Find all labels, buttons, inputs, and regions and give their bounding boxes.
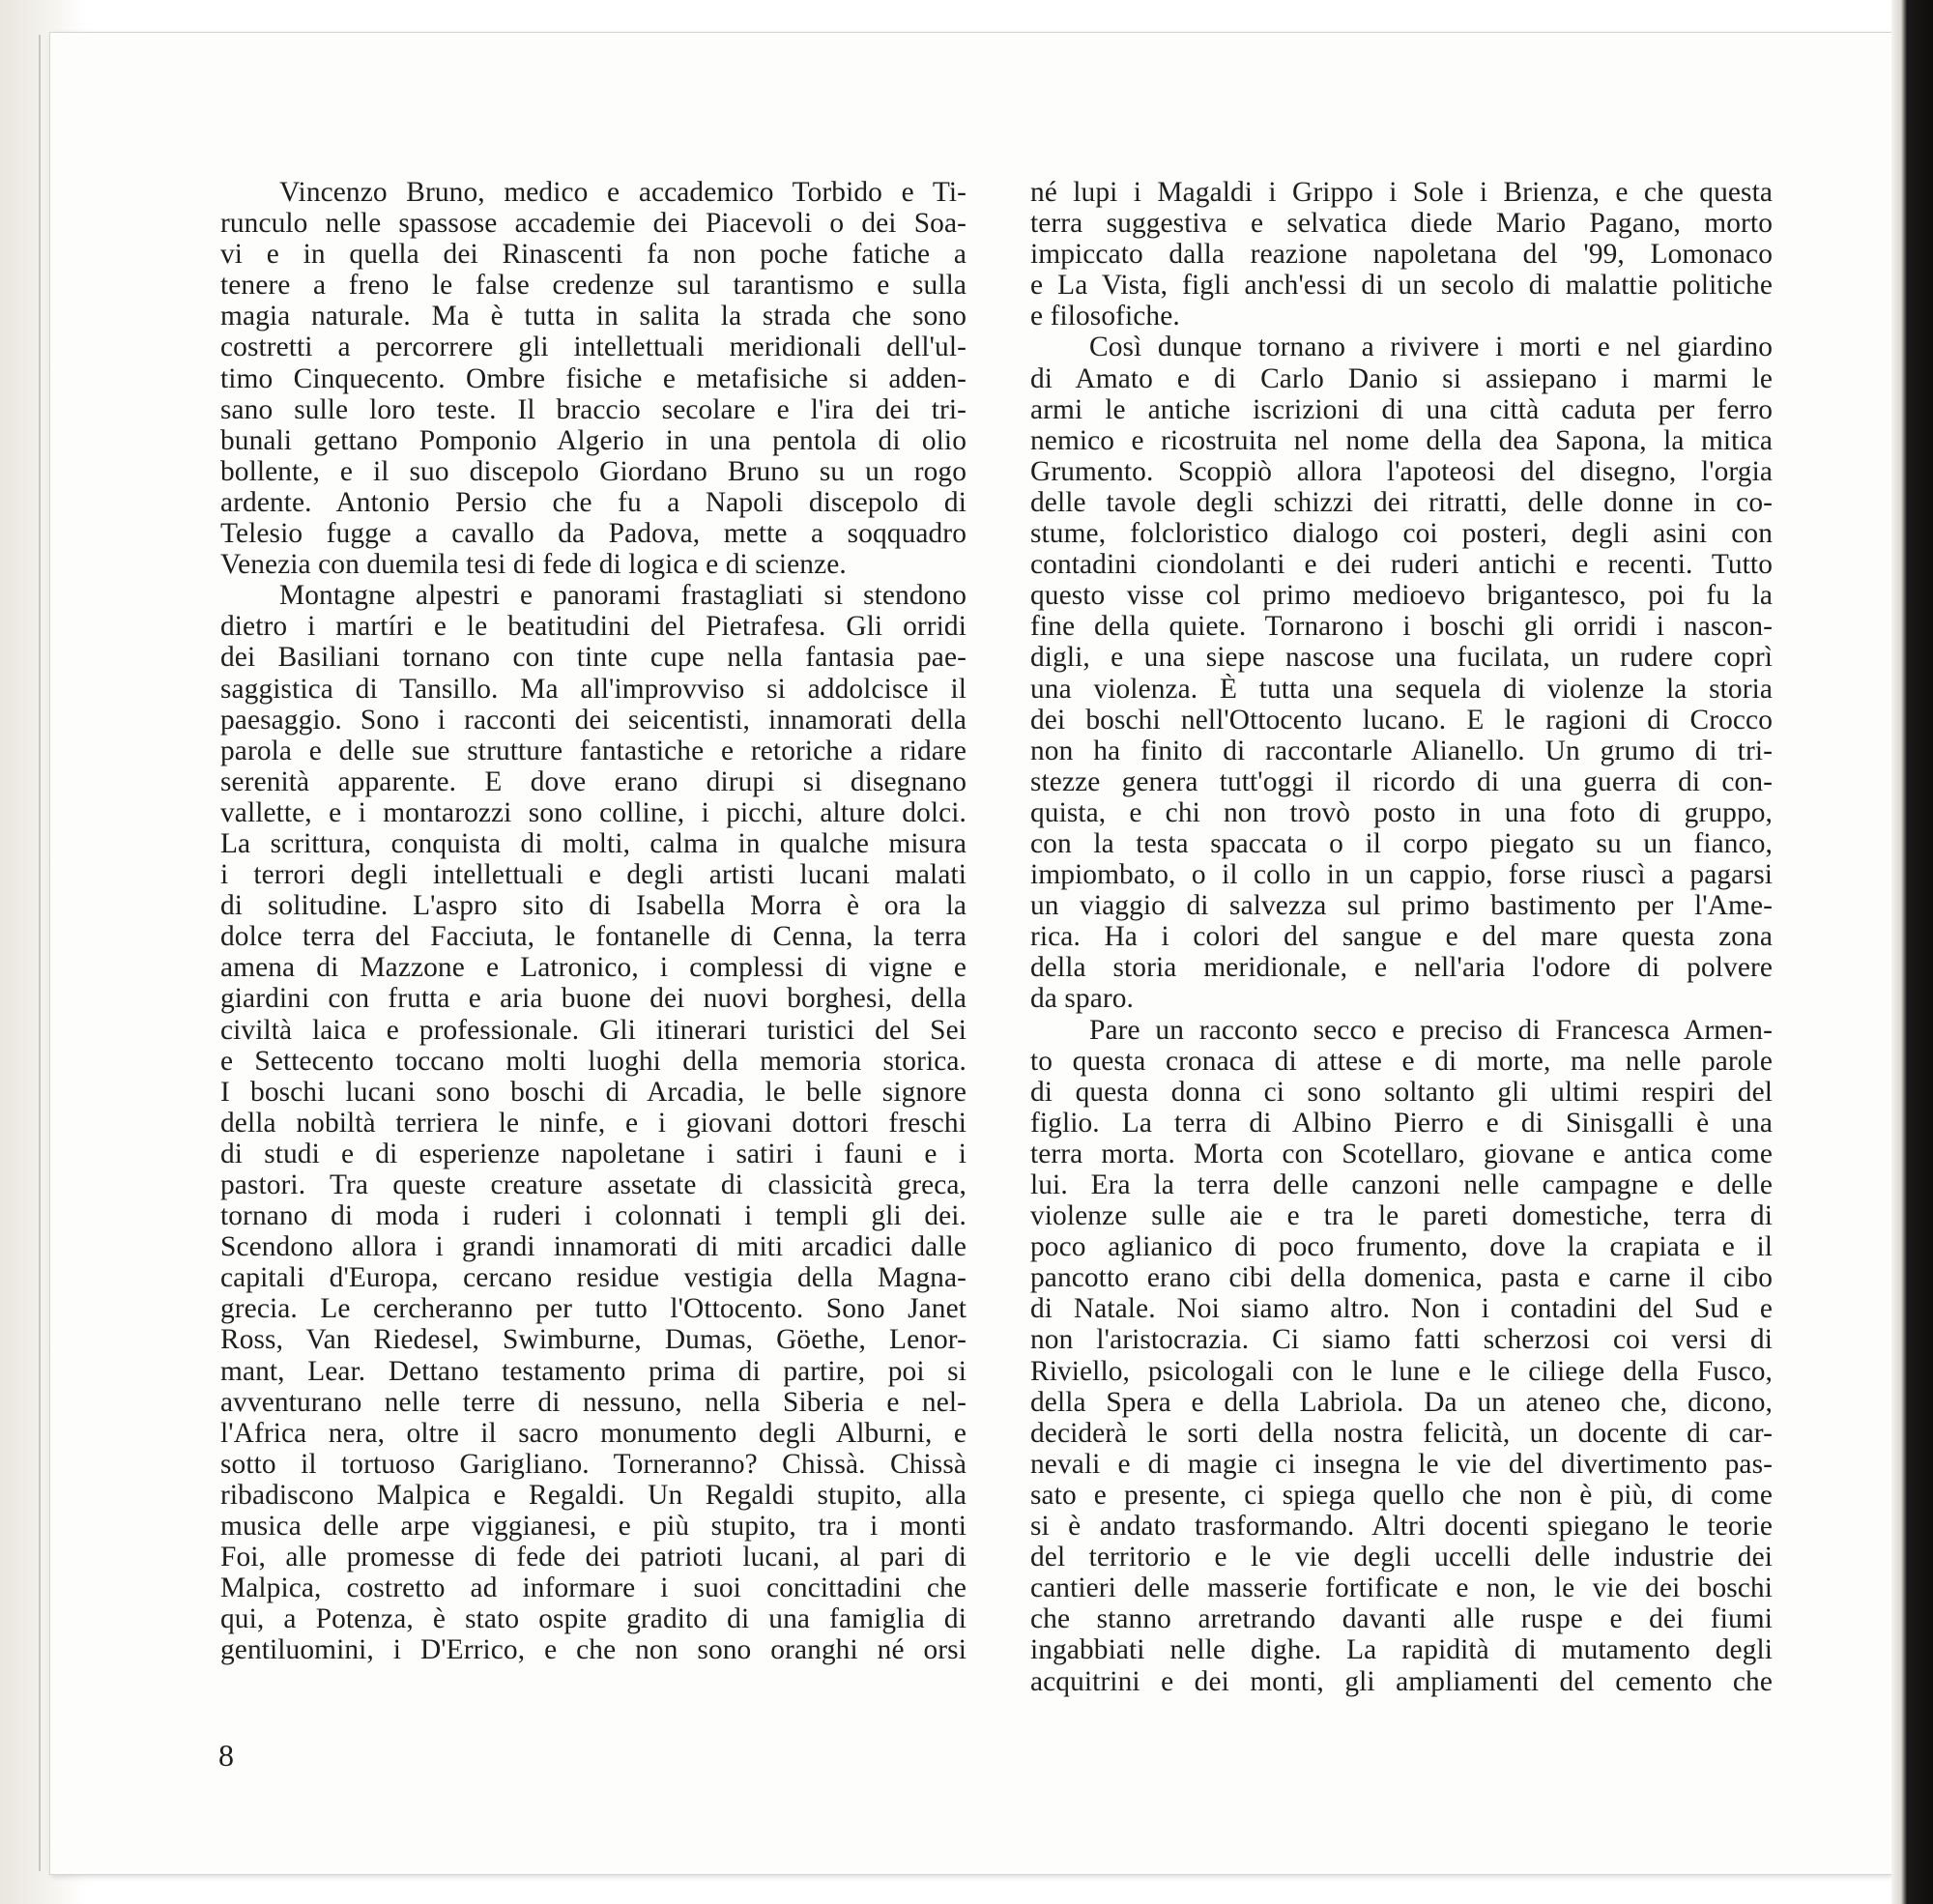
text-line: rica. Ha i colori del sangue e del mare questa zona: [1030, 921, 1773, 953]
text-line: magia naturale. Ma è tutta in salita la strada che sono: [220, 301, 966, 332]
text-line: l'Africa nera, oltre il sacro monumento degli Alburni, e: [220, 1417, 966, 1449]
text-line: dietro i martíri e le beatitudini del Pietrafesa. Gli orridi: [220, 611, 966, 643]
text-line: Scendono allora i grandi innamorati di miti arcadici dalle: [220, 1231, 966, 1263]
text-line: Malpica, costretto ad informare i suoi concittadini che: [220, 1572, 966, 1604]
text-line: giardini con frutta e aria buone dei nuovi borghesi, della: [220, 983, 966, 1015]
text-line: cantieri delle masserie fortificate e non, le vie dei boschi: [1030, 1572, 1773, 1604]
text-line: da sparo.: [1030, 983, 1134, 1015]
page-number: 8: [218, 1738, 234, 1773]
text-line: della Spera e della Labriola. Da un ateneo che, dicono,: [1030, 1386, 1773, 1418]
text-line: un viaggio di salvezza sul primo bastimento per l'Ame-: [1030, 890, 1773, 922]
text-line: civiltà laica e professionale. Gli itinerari turistici del Sei: [220, 1014, 966, 1046]
text-line: ingabbiati nelle dighe. La rapidità di mutamento degli: [1030, 1634, 1773, 1666]
text-line: La scrittura, conquista di molti, calma in qualche misura: [220, 827, 966, 859]
right-text-column: [1030, 177, 1773, 1697]
text-line: dolce terra del Facciuta, le fontanelle di Cenna, la terra: [220, 921, 966, 953]
text-line: di Natale. Noi siamo altro. Non i contadini del Sud e: [1030, 1293, 1773, 1325]
text-line: poco aglianico di poco frumento, dove la crapiata e il: [1030, 1231, 1773, 1263]
text-line: tornano di moda i ruderi i colonnati i templi gli dei.: [220, 1200, 966, 1232]
text-line: fine della quiete. Tornarono i boschi gli orridi i nascon-: [1030, 611, 1773, 643]
text-line: digli, e una siepe nascose una fucilata, un rudere coprì: [1030, 642, 1773, 674]
text-line: mant, Lear. Dettano testamento prima di partire, poi si: [220, 1355, 966, 1387]
left-text-column: [220, 177, 966, 1666]
text-line: deciderà le sorti della nostra felicità, un docente di car-: [1030, 1417, 1773, 1449]
text-line: delle tavole degli schizzi dei ritratti, delle donne in co-: [1030, 486, 1773, 518]
text-line: grecia. Le cercheranno per tutto l'Ottocento. Sono Janet: [220, 1293, 966, 1325]
text-line: e La Vista, figli anch'essi di un secolo di malattie politiche: [1030, 270, 1773, 302]
text-line: avventurano nelle terre di nessuno, nella Siberia e nel-: [220, 1386, 966, 1418]
text-line: sotto il tortuoso Garigliano. Torneranno? Chissà. Chissà: [220, 1448, 966, 1480]
text-line: sato e presente, ci spiega quello che non è più, di come: [1030, 1479, 1773, 1511]
text-line: Ross, Van Riedesel, Swimburne, Dumas, Göethe, Lenor-: [220, 1324, 966, 1356]
text-line: acquitrini e dei monti, gli ampliamenti del cemento che: [1030, 1665, 1773, 1697]
text-line: una violenza. È tutta una sequela di violenze la storia: [1030, 673, 1773, 705]
text-line: Vincenzo Bruno, medico e accademico Torbido e Ti-: [279, 177, 966, 208]
text-line: Così dunque tornano a rivivere i morti e nel giardino: [1089, 332, 1773, 363]
text-line: stume, folcloristico dialogo coi posteri, degli asini con: [1030, 518, 1773, 550]
text-line: Montagne alpestri e panorami frastagliati si stendono: [279, 580, 966, 612]
text-line: pastori. Tra queste creature assetate di classicità greca,: [220, 1169, 966, 1200]
text-line: serenità apparente. E dove erano dirupi si disegnano: [220, 765, 966, 797]
text-line: di Amato e di Carlo Danio si assiepano i marmi le: [1030, 362, 1773, 394]
text-line: dei Basiliani tornano con tinte cupe nella fantasia pae-: [220, 642, 966, 674]
text-line: non l'aristocrazia. Ci siamo fatti scherzosi coi versi di: [1030, 1324, 1773, 1356]
text-line: di questa donna ci sono soltanto gli ultimi respiri del: [1030, 1076, 1773, 1108]
text-line: non ha finito di raccontarle Alianello. Un grumo di tri-: [1030, 735, 1773, 766]
text-line: di studi e di esperienze napoletane i satiri i fauni e i: [220, 1138, 966, 1169]
text-line: vi e in quella dei Rinascenti fa non poche fatiche a: [220, 239, 966, 271]
text-line: i terrori degli intellettuali e degli artisti lucani malati: [220, 859, 966, 891]
text-line: di solitudine. L'aspro sito di Isabella Morra è ora la: [220, 890, 966, 922]
text-line: bollente, e il suo discepolo Giordano Bruno su un rogo: [220, 455, 966, 487]
text-line: sano sulle loro teste. Il braccio secolare e l'ira dei tri-: [220, 393, 966, 425]
text-line: to questa cronaca di attese e di morte, ma nelle parole: [1030, 1045, 1773, 1077]
text-line: dei boschi nell'Ottocento lucano. E le ragioni di Crocco: [1030, 704, 1773, 736]
text-line: nevali e di magie ci insegna le vie del divertimento pas-: [1030, 1448, 1773, 1480]
text-line: saggistica di Tansillo. Ma all'improvviso si addolcisce il: [220, 673, 966, 705]
text-line: e filosofiche.: [1030, 301, 1180, 332]
text-line: Riviello, psicologali con le lune e le ciliege della Fusco,: [1030, 1355, 1773, 1387]
text-line: violenze sulle aie e tra le pareti domestiche, terra di: [1030, 1200, 1773, 1232]
text-line: pancotto erano cibi della domenica, pasta e carne il cibo: [1030, 1262, 1773, 1294]
text-line: gentiluomini, i D'Errico, e che non sono oranghi né orsi: [220, 1634, 966, 1666]
text-line: amena di Mazzone e Latronico, i complessi di vigne e: [220, 952, 966, 984]
text-line: questo visse col primo medioevo brigantesco, poi fu la: [1030, 580, 1773, 612]
text-line: vallette, e i montarozzi sono colline, i picchi, alture dolci.: [220, 796, 966, 828]
text-line: terra suggestiva e selvatica diede Mario Pagano, morto: [1030, 208, 1773, 240]
text-line: contadini ciondolanti e dei ruderi antichi e recenti. Tutto: [1030, 549, 1773, 581]
binding-edge: [1891, 0, 1933, 1904]
text-line: ardente. Antonio Persio che fu a Napoli discepolo di: [220, 486, 966, 518]
text-line: che stanno arretrando davanti alle ruspe e dei fiumi: [1030, 1603, 1773, 1635]
text-line: della storia meridionale, e nell'aria l'odore di polvere: [1030, 952, 1773, 984]
text-line: e Settecento toccano molti luoghi della memoria storica.: [220, 1045, 966, 1077]
text-line: capitali d'Europa, cercano residue vestigia della Magna-: [220, 1262, 966, 1294]
text-line: musica delle arpe viggianesi, e più stupito, tra i monti: [220, 1511, 966, 1543]
text-line: si è andato trasformando. Altri docenti spiegano le teorie: [1030, 1511, 1773, 1543]
text-line: Grumento. Scoppiò allora l'apoteosi del disegno, l'orgia: [1030, 455, 1773, 487]
text-line: runculo nelle spassose accademie dei Piacevoli o dei Soa-: [220, 208, 966, 240]
text-line: paesaggio. Sono i racconti dei seicentisti, innamorati della: [220, 704, 966, 736]
text-line: parola e delle sue strutture fantastiche e retoriche a ridare: [220, 735, 966, 766]
text-line: ribadiscono Malpica e Regaldi. Un Regaldi stupito, alla: [220, 1479, 966, 1511]
text-line: Venezia con duemila tesi di fede di logica e di scienze.: [220, 549, 847, 581]
text-line: impiccato dalla reazione napoletana del '99, Lomonaco: [1030, 239, 1773, 271]
text-line: né lupi i Magaldi i Grippo i Sole i Brienza, e che questa: [1030, 177, 1773, 208]
text-line: della nobiltà terriera le ninfe, e i giovani dottori freschi: [220, 1107, 966, 1139]
text-line: Pare un racconto secco e preciso di Francesca Armen-: [1089, 1014, 1773, 1046]
text-line: terra morta. Morta con Scotellaro, giovane e antica come: [1030, 1138, 1773, 1169]
text-line: stezze genera tutt'oggi il ricordo di una guerra di con-: [1030, 765, 1773, 797]
text-line: tenere a freno le false credenze sul tarantismo e sulla: [220, 270, 966, 302]
text-line: I boschi lucani sono boschi di Arcadia, le belle signore: [220, 1076, 966, 1108]
text-line: nemico e ricostruita nel nome della dea Sapona, la mitica: [1030, 424, 1773, 456]
text-line: impiombato, o il collo in un cappio, forse riuscì a pagarsi: [1030, 859, 1773, 891]
text-line: con la testa spaccata o il corpo piegato su un fianco,: [1030, 827, 1773, 859]
text-line: quista, e chi non trovò posto in una foto di gruppo,: [1030, 796, 1773, 828]
text-line: qui, a Potenza, è stato ospite gradito di una famiglia di: [220, 1603, 966, 1635]
text-line: Foi, alle promesse di fede dei patrioti lucani, al pari di: [220, 1542, 966, 1573]
text-line: del territorio e le vie degli uccelli delle industrie dei: [1030, 1542, 1773, 1573]
text-line: timo Cinquecento. Ombre fisiche e metafisiche si adden-: [220, 362, 966, 394]
text-line: figlio. La terra di Albino Pierro e di Sinisgalli è una: [1030, 1107, 1773, 1139]
text-line: Telesio fugge a cavallo da Padova, mette a soqquadro: [220, 518, 966, 550]
text-line: costretti a percorrere gli intellettuali meridionali dell'ul-: [220, 332, 966, 363]
text-line: bunali gettano Pomponio Algerio in una pentola di olio: [220, 424, 966, 456]
text-line: armi le antiche iscrizioni di una città caduta per ferro: [1030, 393, 1773, 425]
text-line: lui. Era la terra delle canzoni nelle campagne e delle: [1030, 1169, 1773, 1200]
